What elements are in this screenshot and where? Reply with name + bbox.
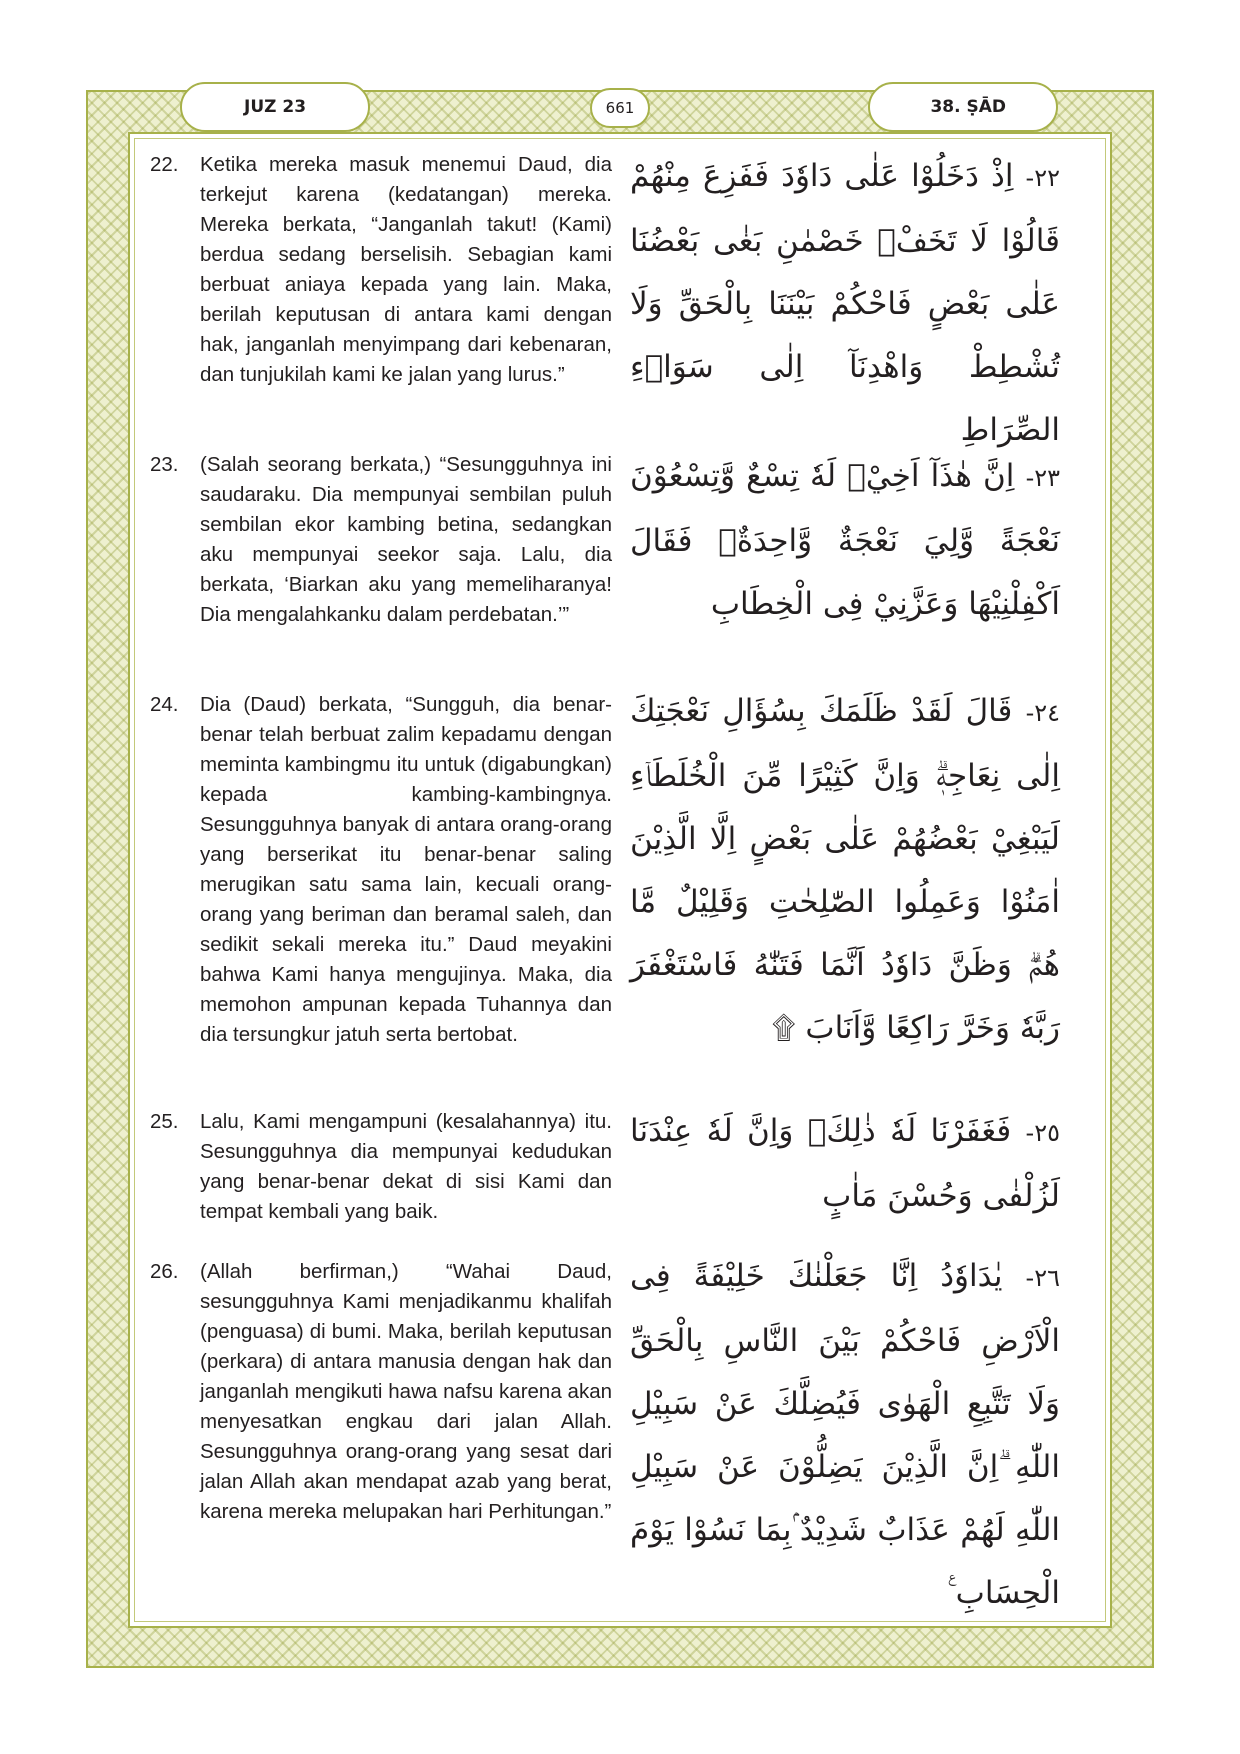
arabic-text: اِنَّ هٰذَآ اَخِيْۗ لَهٗ تِسْعٌ وَّتِسْعُوْنَ نَعْجَةً وَّلِيَ نَعْجَةٌ وَّاحِدَةٌۗ فَقَالَ اَكْفِلْنِيْهَا وَعَزَّنِيْ فِى الْخِطَابِ — [630, 458, 1060, 622]
verse-number: 23. — [150, 453, 179, 476]
verse-number: 22. — [150, 153, 179, 176]
verse-text: (Salah seorang berkata,) “Sesungguhnya ini saudaraku. Dia mempunyai sembilan puluh sembilan ekor kambing betina, sedangkan aku mempunyai seekor saja. Lalu, dia berkata, ‘Biarkan aku yang memeliharanya! Dia mengalahkanku dalam perdebatan.’” — [200, 453, 612, 626]
arabic-verse-number: ٢٦- — [1025, 1264, 1060, 1292]
verse-number: 24. — [150, 693, 179, 716]
verse-text: (Allah berfirman,) “Wahai Daud, sesungguhnya Kami menjadikanmu khalifah (penguasa) di bumi. Maka, berilah keputusan (perkara) di antara manusia dengan hak dan janganlah mengikuti hawa nafsu karena akan menyesatkan engkau dari jalan Allah. Sesungguhnya orang-orang yang sesat dari jalan Allah akan mendapat azab yang berat, karena mereka melupakan hari Perhitungan.” — [200, 1260, 612, 1523]
arabic-text: فَغَفَرْنَا لَهٗ ذٰلِكَۗ وَاِنَّ لَهٗ عِنْدَنَا لَزُلْفٰى وَحُسْنَ مَاٰبٍ — [630, 1113, 1060, 1214]
verse-number: 26. — [150, 1260, 179, 1283]
verse-22-arabic — [630, 145, 1060, 462]
verse-23-arabic — [630, 445, 1060, 636]
arabic-text: يٰدَاوٗدُ اِنَّا جَعَلْنٰكَ خَلِيْفَةً فِى الْاَرْضِ فَاحْكُمْ بَيْنَ النَّاسِ بِالْحَقِّ وَلَا تَتَّبِعِ الْهَوٰى فَيُضِلَّكَ عَنْ سَبِيْلِ اللّٰهِ ۗاِنَّ الَّذِيْنَ يَضِلُّوْنَ عَنْ سَبِيْلِ اللّٰهِ لَهُمْ عَذَابٌ شَدِيْدٌ ۢبِمَا نَسُوْا يَوْمَ الْحِسَابِ ࣖ — [630, 1258, 1060, 1611]
verse-text: Ketika mereka masuk menemui Daud, dia terkejut karena (kedatangan) mereka. Mereka berkata, “Janganlah takut! (Kami) berdua sedang berselisih. Sebagian kami berbuat aniaya kepada yang lain. Maka, berilah keputusan di antara kami dengan hak, janganlah menyimpang dari kebenaran, dan tunjukilah kami ke jalan yang lurus.” — [200, 153, 612, 386]
juz-label: JUZ 23 — [180, 82, 370, 132]
verse-number: 25. — [150, 1110, 179, 1133]
arabic-text: اِذْ دَخَلُوْا عَلٰى دَاوٗدَ فَفَزِعَ مِنْهُمْ قَالُوْا لَا تَخَفْۚ خَصْمٰنِ بَغٰى بَعْضُنَا عَلٰى بَعْضٍ فَاحْكُمْ بَيْنَنَا بِالْحَقِّ وَلَا تُشْطِطْ وَاهْدِنَآ اِلٰى سَوَاۤءِ الصِّرَاطِ — [630, 158, 1060, 448]
arabic-verse-number: ٢٤- — [1025, 699, 1061, 727]
verse-25-arabic — [630, 1100, 1060, 1228]
verse-text: Lalu, Kami mengampuni (kesalahannya) itu. Sesungguhnya dia mempunyai kedudukan yang benar-benar dekat di sisi Kami dan tempat kembali yang baik. — [200, 1110, 612, 1223]
arabic-verse-number: ٢٢- — [1025, 164, 1060, 192]
surah-label: 38. ṢĀD — [868, 82, 1058, 132]
arabic-verse-number: ٢٥- — [1025, 1119, 1060, 1147]
arabic-text: قَالَ لَقَدْ ظَلَمَكَ بِسُؤَالِ نَعْجَتِكَ اِلٰى نِعَاجِهٖۗ وَاِنَّ كَثِيْرًا مِّنَ الْخُلَطَاۤءِ لَيَبْغِيْ بَعْضُهُمْ عَلٰى بَعْضٍ اِلَّا الَّذِيْنَ اٰمَنُوْا وَعَمِلُوا الصّٰلِحٰتِ وَقَلِيْلٌ مَّا هُمْۗ وَظَنَّ دَاوٗدُ اَنَّمَا فَتَنّٰهُ فَاسْتَغْفَرَ رَبَّهٗ وَخَرَّ رَاكِعًا وَّاَنَابَ ۩ — [630, 693, 1060, 1046]
verse-text: Dia (Daud) berkata, “Sungguh, dia benar-benar telah berbuat zalim kepadamu dengan meminta kambingmu itu untuk (digabungkan) kepada kambing-kambingnya. Sesungguhnya banyak di antara orang-orang yang berserikat itu benar-benar saling merugikan satu sama lain, kecuali orang-orang yang beriman dan beramal saleh, dan sedikit sekali mereka itu.” Daud meyakini bahwa Kami hanya mengujinya. Maka, dia memohon ampunan kepada Tuhannya dan dia tersungkur jatuh serta bertobat. — [200, 693, 612, 1046]
verse-26-arabic — [630, 1245, 1060, 1625]
arabic-verse-number: ٢٣- — [1025, 464, 1061, 492]
verse-24-arabic — [630, 680, 1060, 1060]
page-number: 661 — [590, 88, 650, 128]
